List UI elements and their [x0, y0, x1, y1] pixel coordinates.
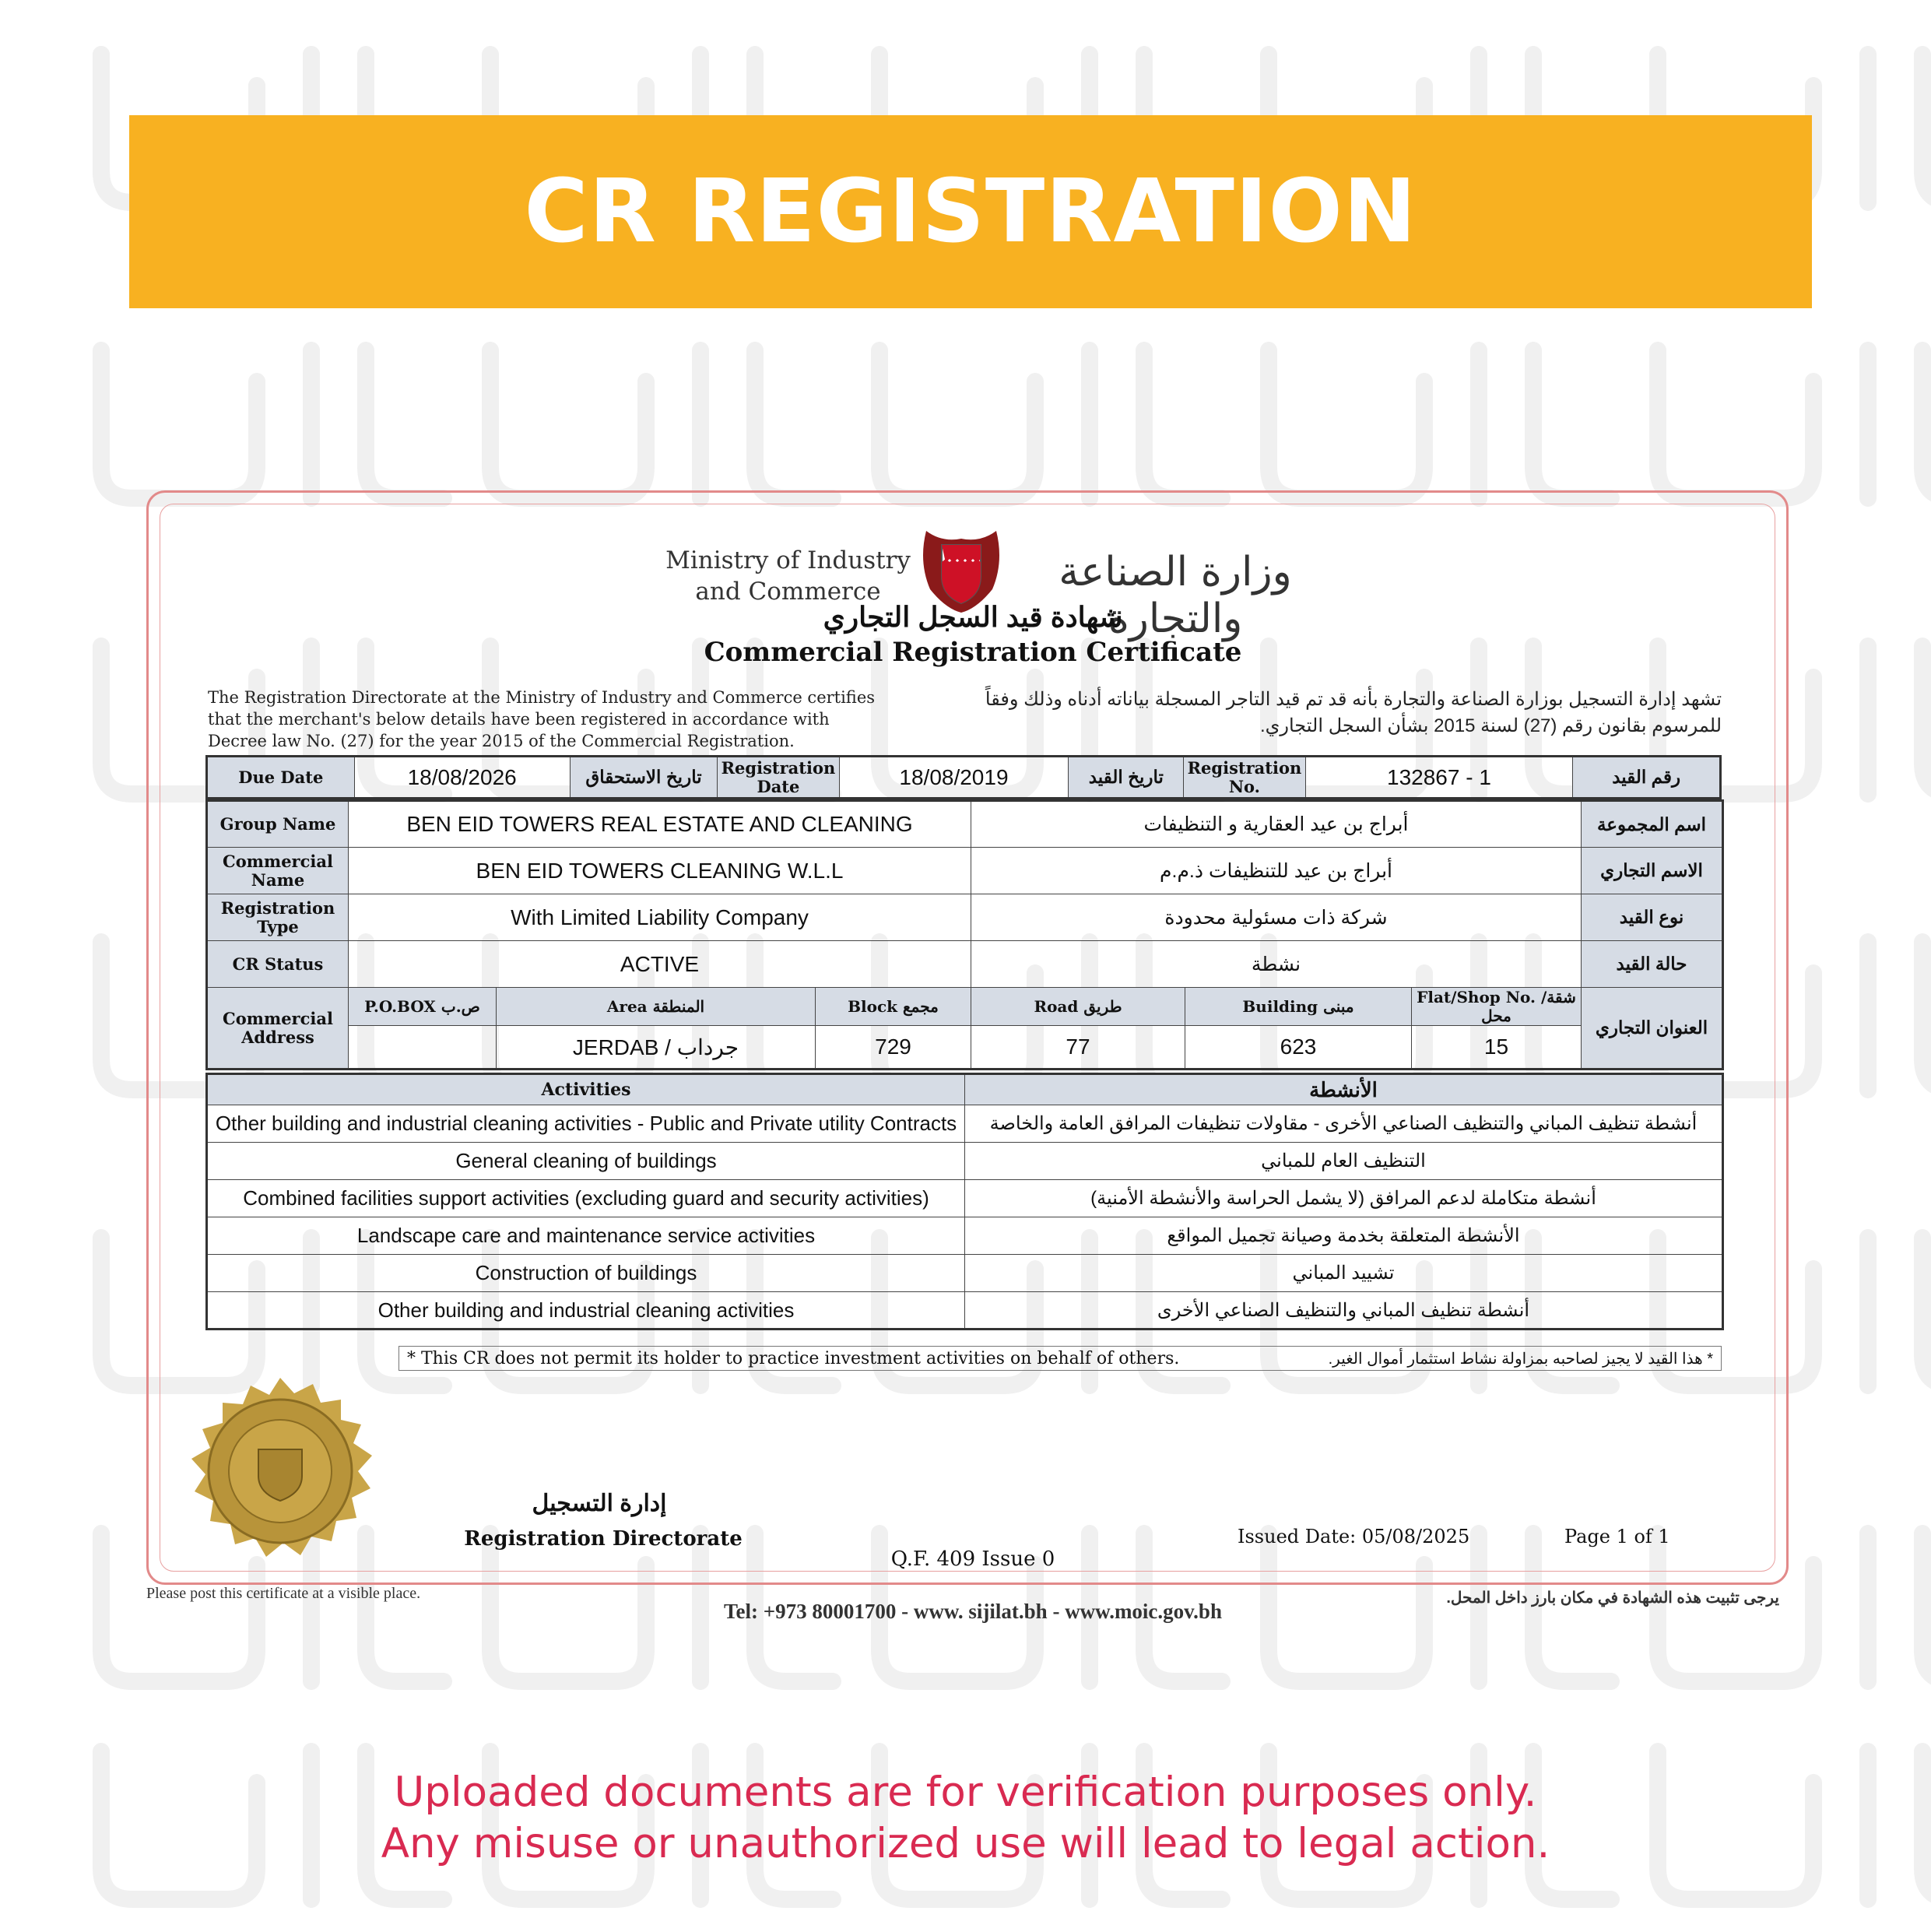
table-row — [207, 1143, 1723, 1180]
commercial-name-value: BEN EID TOWERS CLEANING W.L.L — [349, 848, 971, 894]
registration-date-label-ar: تاريخ القيد — [1069, 757, 1184, 799]
table-row — [207, 848, 1723, 894]
page-number: Page 1 of 1 — [1564, 1526, 1670, 1547]
activity-ar: التنظيف العام للمباني — [965, 1143, 1723, 1180]
ministry-name-en: Ministry of Industry and Commerce — [665, 546, 911, 606]
cr-status-value: ACTIVE — [349, 941, 971, 988]
activity-ar: أنشطة تنظيف المباني والتنظيف الصناعي الأخرى - مقاولات تنظيفات المرافق العامة والخاصة — [965, 1105, 1723, 1143]
building-value: 623 — [1185, 1026, 1412, 1070]
road-label: Road طريق — [971, 988, 1185, 1026]
disclaimer-line-1: Uploaded documents are for verification purposes only. — [394, 1769, 1537, 1816]
commercial-address-label: Commercial Address — [207, 988, 349, 1070]
table-row — [207, 801, 1723, 848]
commercial-name-label-ar: الاسم التجاري — [1582, 848, 1723, 894]
intro-text-en: The Registration Directorate at the Ministry of Industry and Commerce certifies that the merchant's below details have been registered in accordance with Decree law No. (27) for the year 2015 of the Commercial Registration. — [208, 688, 876, 750]
block-label: Block مجمع — [816, 988, 971, 1026]
directorate-name-ar: إدارة التسجيل — [532, 1491, 667, 1516]
issued-date: Issued Date: 05/08/2025 — [1238, 1526, 1470, 1547]
activities-header-ar: الأنشطة — [965, 1074, 1723, 1105]
activity-ar: أنشطة متكاملة لدعم المرافق (لا يشمل الحراسة والأنشطة الأمنية) — [965, 1180, 1723, 1217]
group-name-label: Group Name — [207, 801, 349, 848]
investment-note-en: * This CR does not permit its holder to practice investment activities on behalf of others. — [407, 1348, 1180, 1368]
table-row — [207, 1180, 1723, 1217]
registration-dates-table — [205, 755, 1722, 799]
registration-date-label: Registration Date — [718, 757, 839, 799]
activity-ar: الأنشطة المتعلقة بخدمة وصيانة تجميل المواقع — [965, 1217, 1723, 1255]
activity-en: Combined facilities support activities (excluding guard and security activities) — [207, 1180, 965, 1217]
registration-no-label-ar: رقم القيد — [1573, 757, 1721, 799]
cr-status-value-ar: نشطة — [971, 941, 1582, 988]
table-row — [207, 1105, 1723, 1143]
activity-en: Landscape care and maintenance service activities — [207, 1217, 965, 1255]
activity-en: Other building and industrial cleaning activities - Public and Private utility Contracts — [207, 1105, 965, 1143]
area-value: JERDAB / جرداب — [497, 1026, 816, 1070]
table-row — [207, 1292, 1723, 1330]
intro-text-ar: تشهد إدارة التسجيل بوزارة الصناعة والتجارة بأنه قد تم قيد التاجر المسجلة بياناته أدناه وذلك وفقاً للمرسوم بقانون رقم (27) لسنة 2015 بشأن السجل التجاري. — [985, 689, 1722, 736]
cr-status-label: CR Status — [207, 941, 349, 988]
flat-value: 15 — [1412, 1026, 1582, 1070]
commercial-name-label: Commercial Name — [207, 848, 349, 894]
activities-header-en: Activities — [207, 1074, 965, 1105]
activity-ar: أنشطة تنظيف المباني والتنظيف الصناعي الأخرى — [965, 1292, 1723, 1330]
road-value: 77 — [971, 1026, 1185, 1070]
certificate-title-en: Commercial Registration Certificate — [704, 637, 1242, 668]
banner-title: CR REGISTRATION — [524, 161, 1417, 262]
post-instruction-ar: يرجى تثبيت هذه الشهادة في مكان بارز داخل المحل. — [1446, 1590, 1779, 1607]
registration-date-value: 18/08/2019 — [839, 757, 1069, 799]
table-row — [207, 941, 1723, 988]
due-date-label: Due Date — [207, 757, 355, 799]
certificate-title-ar: شهادة قيد السجل التجاري — [823, 601, 1123, 633]
registration-type-value-ar: شركة ذات مسئولية محدودة — [971, 894, 1582, 941]
investment-note — [398, 1346, 1722, 1371]
due-date-value: 18/08/2026 — [354, 757, 570, 799]
table-row — [207, 988, 1723, 1026]
registration-no-label: Registration No. — [1184, 757, 1305, 799]
building-label: Building مبنى — [1185, 988, 1412, 1026]
merchant-details-table — [205, 799, 1724, 1070]
table-row — [207, 1026, 1723, 1070]
table-row — [207, 1217, 1723, 1255]
commercial-address-label-ar: العنوان التجاري — [1582, 988, 1723, 1070]
commercial-name-value-ar: أبراج بن عيد للتنظيفات ذ.م.م — [971, 848, 1582, 894]
verification-disclaimer — [156, 1767, 1775, 1870]
directorate-name-en: Registration Directorate — [464, 1527, 743, 1551]
ministry-name-ar: وزارة الصناعة والتجارة — [1059, 549, 1292, 642]
contact-info: Tel: +973 80001700 - www. sijilat.bh - www.moic.gov.bh — [724, 1600, 1222, 1623]
flat-label: Flat/Shop No. شقة/محل — [1412, 988, 1582, 1026]
due-date-label-ar: تاريخ الاستحقاق — [570, 757, 718, 799]
cr-status-label-ar: حالة القيد — [1582, 941, 1723, 988]
investment-note-ar: * هذا القيد لا يجيز لصاحبه بمزاولة نشاط استثمار أموال الغير. — [1328, 1350, 1713, 1368]
group-name-label-ar: اسم المجموعة — [1582, 801, 1723, 848]
registration-type-label-ar: نوع القيد — [1582, 894, 1723, 941]
activity-ar: تشييد المباني — [965, 1255, 1723, 1292]
post-instruction-en: Please post this certificate at a visible place. — [146, 1585, 421, 1602]
area-label: Area المنطقة — [497, 988, 816, 1026]
header-banner — [129, 115, 1812, 308]
group-name-value-ar: أبراج بن عيد العقارية و التنظيفات — [971, 801, 1582, 848]
group-name-value: BEN EID TOWERS REAL ESTATE AND CLEANING — [349, 801, 971, 848]
pobox-label: P.O.BOX ص.ب — [349, 988, 497, 1026]
activity-en: General cleaning of buildings — [207, 1143, 965, 1180]
registration-type-value: With Limited Liability Company — [349, 894, 971, 941]
registration-type-label: Registration Type — [207, 894, 349, 941]
table-row — [207, 894, 1723, 941]
activities-table — [205, 1073, 1724, 1330]
table-row — [207, 1255, 1723, 1292]
activity-en: Construction of buildings — [207, 1255, 965, 1292]
disclaimer-line-2: Any misuse or unauthorized use will lead to legal action. — [381, 1820, 1550, 1867]
pobox-value — [349, 1026, 497, 1070]
registration-no-value: 132867 - 1 — [1305, 757, 1573, 799]
activity-en: Other building and industrial cleaning activities — [207, 1292, 965, 1330]
form-reference: Q.F. 409 Issue 0 — [890, 1547, 1055, 1571]
block-value: 729 — [816, 1026, 971, 1070]
official-seal-icon — [181, 1375, 380, 1574]
